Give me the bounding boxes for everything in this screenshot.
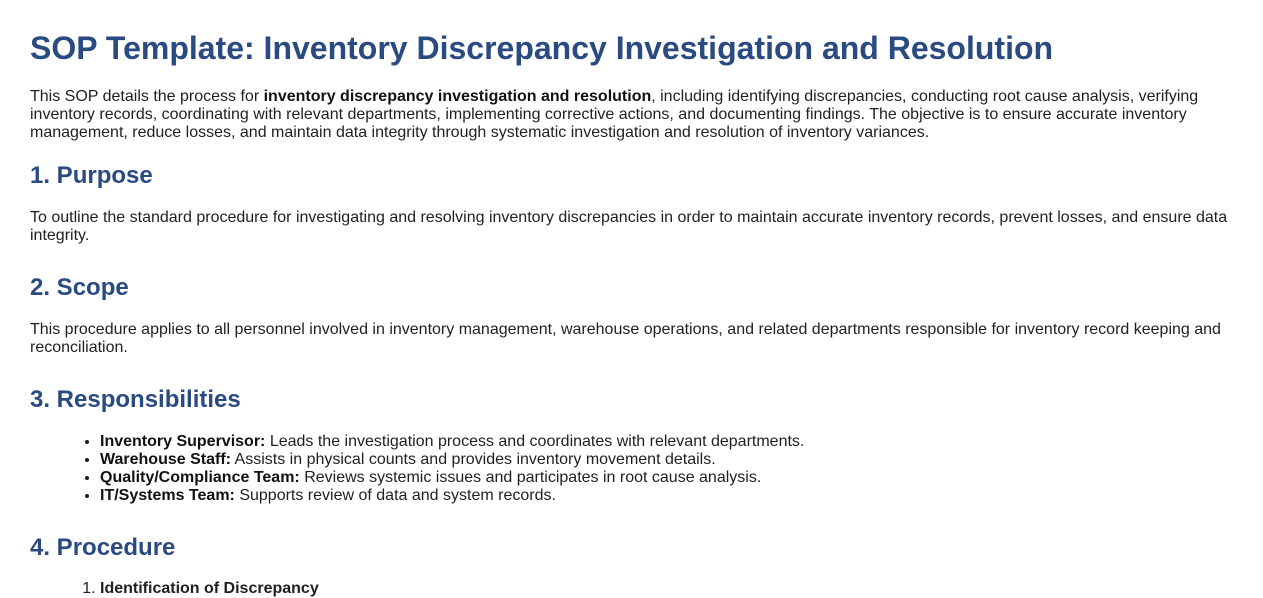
role-description: Assists in physical counts and provides inventory movement details. xyxy=(230,451,716,468)
scope-text: This procedure applies to all personnel involved in inventory management, warehouse operations, and related departments responsible for inventory record keeping and reconciliation. xyxy=(30,321,1221,356)
role-label: Warehouse Staff: xyxy=(100,451,231,468)
role-description: Reviews systemic issues and participates in root cause analysis. xyxy=(299,469,762,486)
section-heading-purpose: 1. Purpose xyxy=(30,162,153,189)
role-description: Leads the investigation process and coordinates with relevant departments. xyxy=(265,433,805,450)
section-heading-procedure: 4. Procedure xyxy=(30,534,176,561)
list-item xyxy=(100,451,804,469)
purpose-text: To outline the standard procedure for investigating and resolving inventory discrepancies in order to maintain accurate inventory records, prevent losses, and ensure data integrity. xyxy=(30,209,1228,244)
list-item xyxy=(100,487,804,505)
intro-paragraph xyxy=(30,88,1235,142)
responsibilities-list xyxy=(30,433,804,505)
list-item xyxy=(100,469,804,487)
procedure-step-label: Identification of Discrepancy xyxy=(100,580,319,597)
section-heading-responsibilities: 3. Responsibilities xyxy=(30,386,241,413)
page-title: SOP Template: Inventory Discrepancy Investigation and Resolution xyxy=(30,30,1054,66)
role-label: IT/Systems Team: xyxy=(100,487,235,504)
procedure-step xyxy=(100,580,319,598)
intro-text-before: This SOP details the process for xyxy=(30,88,264,105)
role-label: Inventory Supervisor: xyxy=(100,433,266,450)
procedure-steps xyxy=(30,580,319,598)
section-heading-scope: 2. Scope xyxy=(30,274,129,301)
list-item xyxy=(100,433,804,451)
intro-text-after: , including identifying discrepancies, conducting root cause analysis, verifying inventory records, coordinating with relevant departments, implementing corrective actions, and documenting findings. The objective is to ensure accurate inventory management, reduce losses, and maintain data integrity through systematic investigation and resolution of inventory variances. xyxy=(30,88,1199,141)
role-label: Quality/Compliance Team: xyxy=(100,469,300,486)
intro-text-bold: inventory discrepancy investigation and resolution xyxy=(263,88,652,105)
role-description: Supports review of data and system records. xyxy=(234,487,556,504)
